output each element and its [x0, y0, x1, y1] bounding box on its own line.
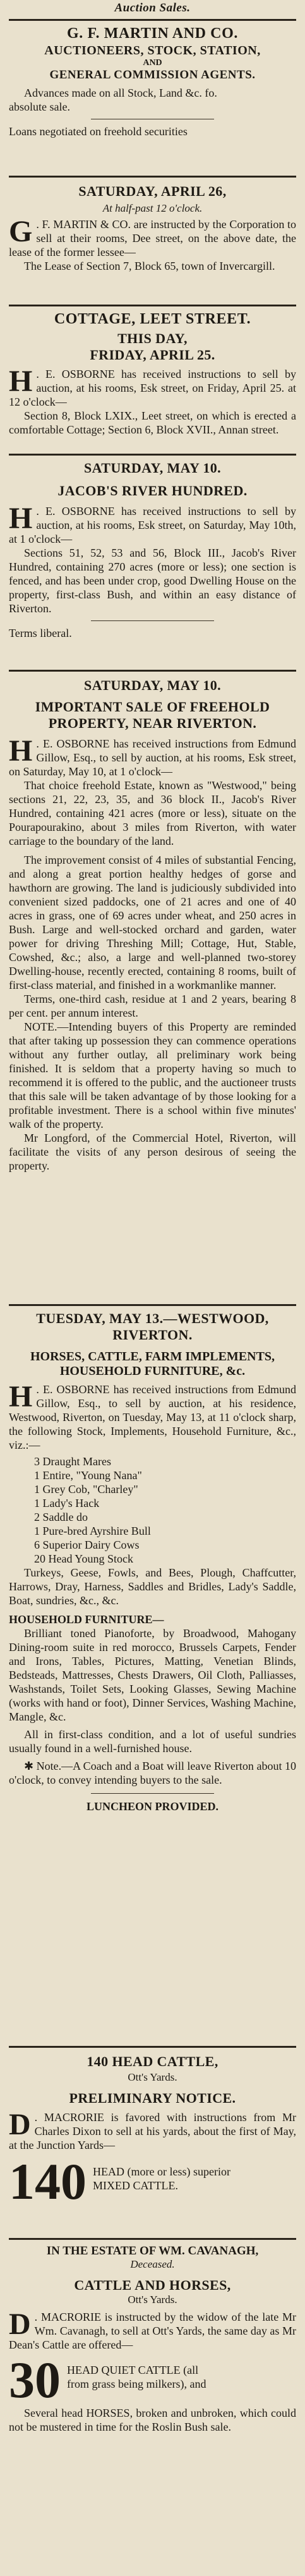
ad-text: . MACRORIE is favored with instructions from Mr Charles Dixon to sell at his yards, about the first of May, at the Junction Yards—	[9, 2111, 296, 2151]
ad-date: SATURDAY, MAY 10.	[83, 677, 222, 693]
big-number: 30	[9, 2354, 61, 2406]
drop-cap: H	[9, 734, 33, 768]
rule	[9, 2046, 296, 2048]
rule	[9, 670, 296, 672]
rule	[9, 2238, 296, 2240]
ad-text: The improvement consist of 4 miles of substantial Fencing, and along a great portion healthy hedges of gorse and hawthorn are growing. The land is judiciously subdivided into convenient sized paddocks, one of 21 acres and one of 40 acres in grass, one of 69 acres under wheat, and 250 acres in Bush. Large and well-stocked orchard and garden, water power for driving Threshing Mill; Cottage, Hut, Stable, Cowshed, &c.; also, a large and well-planned two-storey Dwelling-house, recently erected, containing 8 rooms, built of first-class material, and finished in a workmanlike manner.	[9, 854, 296, 991]
ad-text: . E. OSBORNE has received instructions to sell by auction, at his rooms, Esk street, on Saturday, May 10th, at 1 o'clock—	[9, 505, 296, 545]
ad-text: Sections 51, 52, 53 and 56, Block III., Jacob's River Hundred, containing 270 acres (more or less); one section is fenced, and has been under crop, good Dwelling House on the property, first-class Bush, and within an easy distance of Riverton.	[9, 547, 296, 615]
list-item: 3 Draught Mares	[34, 1455, 111, 1468]
ad-140-head-cattle	[9, 2053, 296, 2208]
ad-time: At half-past 12 o'clock.	[102, 202, 203, 214]
ad-sub: Ott's Yards.	[128, 2071, 177, 2083]
ad-title: CATTLE AND HORSES,	[74, 2277, 231, 2293]
list-item: 2 Saddle do	[34, 1511, 88, 1523]
ad-text: Section 8, Block LXIX., Leet street, on which is erected a comfortable Cottage; Section 6, Block XVII., Annan street.	[9, 409, 296, 436]
ad-text: Terms, one-third cash, residue at 1 and 2 years, bearing 8 per cent. per annum interest.	[9, 993, 296, 1019]
big-number-block	[9, 2156, 296, 2208]
divider	[91, 1793, 214, 1794]
ad-martin-lease	[9, 183, 296, 273]
ad-date: TUESDAY, MAY 13.—WESTWOOD, RIVERTON.	[36, 1310, 269, 1343]
drop-cap: D	[9, 2307, 31, 2341]
ad-date: SATURDAY, APRIL 26,	[78, 183, 227, 199]
ad-title: AUCTIONEERS, STOCK, STATION,	[44, 44, 261, 57]
ad-text: absolute sale.	[9, 100, 70, 113]
ad-note	[9, 1759, 296, 1787]
ad-jacobs-river-hundred	[9, 460, 296, 640]
ad-text: All in first-class condition, and a lot of useful sundries usually found in a well-furnished house.	[9, 1728, 296, 1755]
ad-text: Brilliant toned Pianoforte, by Broadwood, Mahogany Dining-room suite in red morocco, Brussels Carpets, Fender and Irons, Tables, Pictures, Matting, Venetian Blinds, Bedsteads, Mattresses, Chests Drawers, Oil Cloth, Palliasses, Washstands, Toilet Sets, Looking Glasses, Sewing Machine (works with hand or foot), Dinner Services, Washing Machine, Mangle, &c.	[9, 1627, 296, 1723]
ad-text: . E. OSBORNE has received instructions from Edmund Gillow, Esq., to sell by auction, at his rooms, Esk street, on Saturday, May 10, at 1 o'clock—	[9, 737, 296, 778]
ad-sub: Ott's Yards.	[128, 2294, 177, 2306]
ad-title: JACOB'S RIVER HUNDRED.	[57, 483, 248, 499]
rule	[9, 305, 296, 306]
drop-cap: H	[9, 1380, 33, 1413]
ad-text: Several head HORSES, broken and unbroken, which could not be mustered in time for the Roslin Bush sale.	[9, 2407, 296, 2433]
drop-cap: H	[9, 502, 33, 535]
ad-title: COTTAGE, LEET STREET.	[54, 311, 251, 327]
ad-westwood-freehold	[9, 677, 296, 1173]
ad-text: . MACRORIE is instructed by the widow of the late Mr Wm. Cavanagh, to sell at Ott's Yards, the same day as Mr Dean's Cattle are offered—	[9, 2311, 296, 2351]
ad-title: G. F. MARTIN AND CO.	[67, 25, 238, 42]
ad-title: PROPERTY, NEAR RIVERTON.	[48, 715, 257, 731]
ad-title: IN THE ESTATE OF WM. CAVANAGH,	[46, 2244, 259, 2258]
ad-westwood-clearing-sale	[9, 1310, 296, 1813]
list-item: 1 Lady's Hack	[34, 1497, 100, 1509]
ad-title: 140 HEAD CATTLE,	[87, 2053, 218, 2069]
ad-note-text: Note.—A Coach and a Boat will leave Riverton about 10 o'clock, to convey intending buyers to the sale.	[9, 1760, 296, 1786]
ad-text: Advances made on all Stock, Land &c. fo.	[24, 87, 217, 99]
list-item: 20 Head Young Stock	[34, 1552, 134, 1565]
ad-text: MIXED CATTLE.	[93, 2179, 178, 2192]
ad-text: Turkeys, Geese, Fowls, and Bees, Plough, Chaffcutter, Harrows, Dray, Harness, Saddles and Bridles, Lady's Saddle, Boat, sundries, &c., &c.	[9, 1566, 296, 1607]
ad-date: SATURDAY, MAY 10.	[83, 460, 222, 476]
ad-martin-header	[9, 25, 296, 138]
rule	[9, 176, 296, 178]
divider	[91, 620, 214, 621]
ad-text: HEAD (more or less) superior	[93, 2165, 230, 2178]
rule	[9, 1304, 296, 1306]
ad-notice: PRELIMINARY NOTICE.	[69, 2090, 236, 2106]
ad-text: NOTE.—Intending buyers of this Property are reminded that after taking up possession they can commence operations without any further outlay, all preliminary work being finished. It is seldom that a property having so much to recommend it is offered to the public, and the auctioneer trusts that this sale will be taken advantage of by those looking for a profitable investment. There is a school within five minutes' walk of the property.	[9, 1020, 296, 1130]
list-item: 1 Grey Cob, "Charley"	[34, 1483, 138, 1496]
list-item: 1 Pure-bred Ayrshire Bull	[34, 1525, 151, 1537]
ad-date: FRIDAY, APRIL 25.	[90, 347, 215, 363]
ad-text: Loans negotiated on freehold securities	[9, 125, 188, 138]
ad-luncheon: LUNCHEON PROVIDED.	[86, 1800, 218, 1813]
ad-date: THIS DAY,	[117, 330, 188, 346]
ad-cavanagh-estate	[9, 2244, 296, 2434]
drop-cap: H	[9, 365, 33, 398]
ad-text: HEAD QUIET CATTLE (all	[67, 2364, 199, 2376]
ad-text: The Lease of Section 7, Block 65, town of Invercargill.	[24, 260, 275, 272]
list-item: 6 Superior Dairy Cows	[34, 1539, 140, 1551]
ad-cottage-leet-street	[9, 311, 296, 437]
drop-cap: G	[9, 215, 33, 248]
ad-title: IMPORTANT SALE OF FREEHOLD	[35, 699, 270, 715]
big-number: 140	[9, 2156, 87, 2208]
ad-text: That choice freehold Estate, known as "Westwood," being sections 21, 22, 23, 35, and 36 block II., Jacob's River Hundred, containing 421 acres (more or less), situate on the Pourapourakino, about 3 miles from Riverton, with water carriage to the boundary of the land.	[9, 779, 296, 847]
asterisk-icon: ✱	[24, 1760, 37, 1772]
ad-terms: Terms liberal.	[9, 627, 72, 639]
ad-text: from grass being milkers), and	[67, 2378, 206, 2390]
ad-text: Mr Longford, of the Commercial Hotel, Riverton, will facilitate the visits of any person desirous of seeing the property.	[9, 1132, 296, 1172]
ad-title: GENERAL COMMISSION AGENTS.	[49, 68, 256, 82]
ad-title: AND	[143, 58, 162, 68]
ad-text: . F. MARTIN & CO. are instructed by the Corporation to sell at their rooms, Dee street, on the above date, the lease of the former lessee—	[9, 218, 296, 258]
rule	[9, 454, 296, 456]
ad-subhead: HOUSEHOLD FURNITURE—	[9, 1613, 164, 1626]
ad-title: HORSES, CATTLE, FARM IMPLEMENTS,	[30, 1350, 275, 1364]
drop-cap: D	[9, 2108, 31, 2141]
ad-title: HOUSEHOLD FURNITURE, &c.	[59, 1364, 246, 1378]
stock-list	[9, 1454, 296, 1566]
rule	[9, 19, 296, 21]
ad-title: Deceased.	[130, 2258, 175, 2270]
section-header: Auction Sales.	[114, 1, 191, 15]
big-number-block	[9, 2354, 296, 2406]
list-item: 1 Entire, "Young Nana"	[34, 1469, 142, 1482]
ad-text: . E. OSBORNE has received instructions to sell by auction, at his rooms, Esk street, on Friday, April 25. at 12 o'clock—	[9, 368, 296, 408]
ad-text: . E. OSBORNE has received instructions from Edmund Gillow, Esq., to sell by auction, at his residence, Westwood, Riverton, on Tuesday, May 13, at 11 o'clock sharp, the following Stock, Implements, Household Furniture, &c., viz.:—	[9, 1383, 296, 1451]
